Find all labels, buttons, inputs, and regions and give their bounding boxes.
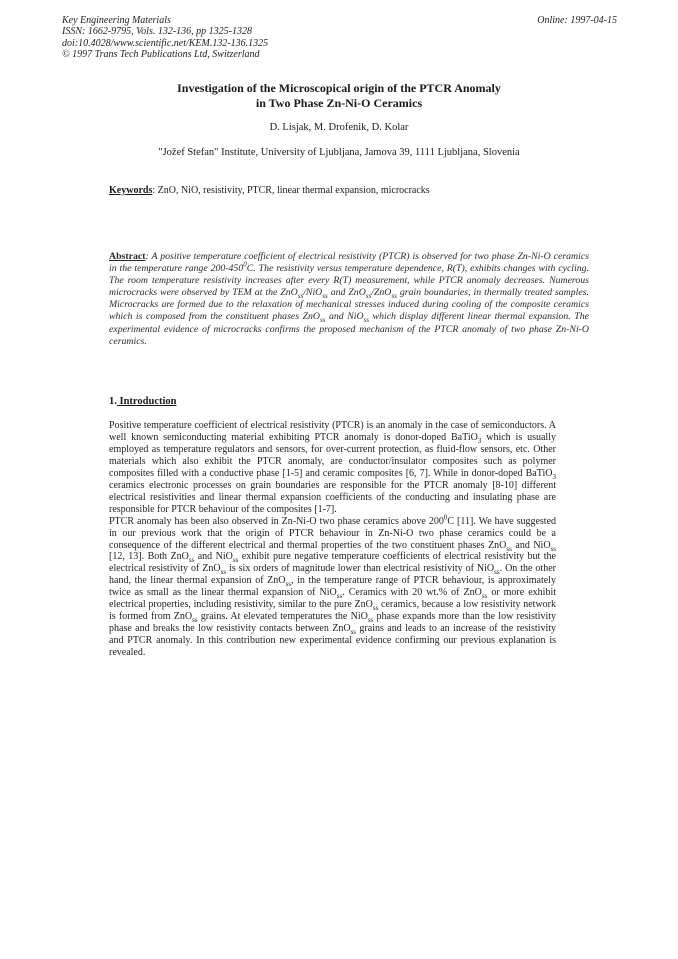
- paragraph-2: PTCR anomaly has been also observed in Zn-Ni-O two phase ceramics above $200^0C$ [11]. We have suggested in our previous work that the origin of PTCR behaviour in Zn-Ni-O two phase ceramics could be a consequence of the different electrical and thermal properties of the two constituent phases ZnO$_{ss}$ and NiO$_{ss}$ [12, 13]. Both ZnO$_{ss}$ and NiO$_{ss}$ exhibit pure negative temperature coefficients of electrical resistivity but the electrical resistivity of ZnO$_{ss}$ is six orders of magnitude lower than electrical resistivity of NiO$_{ss}$. On the other hand, the linear thermal expansion of ZnO$_{ss}$, in the temperature range of PTCR behaviour, is approximately twice as small as the linear thermal expansion of NiO$_{ss}$. Ceramics with 20 wt.% of ZnO$_{ss}$ or more exhibit electrical properties, including resistivity, similar to the pure ZnO$_{ss}$ ceramics, because a low resistivity network is formed from ZnO$_{ss}$ grains. At elevated temperatures the NiO$_{ss}$ phase expands more than the low resistivity phase and breaks the low resistivity contacts between ZnO$_{ss}$ grains and leads to an increase of the resistivity and PTCR anomaly. In this contribution new experimental evidence confirming our previous explanation is revealed.: [109, 513, 557, 659]
- abstract: [109, 251, 589, 348]
- author-list: D. Lisjak, M. Drofenik, D. Kolar: [269, 122, 409, 133]
- affiliation: "Jožef Stefan" Institute, University of Ljubljana, Jamova 39, 1111 Ljubljana, Slovenia: [158, 147, 520, 158]
- abstract-label: Abstract: [109, 251, 146, 262]
- issn-line: ISSN: 1662-9795, Vols. 132-136, pp 1325-1328: [62, 26, 252, 38]
- introduction-body: [109, 420, 556, 659]
- section-heading-introduction: [109, 396, 177, 407]
- section-title: Introduction: [116, 396, 177, 407]
- journal-header: [62, 15, 617, 60]
- title-line-1: Investigation of the Microscopical origin of the PTCR Anomaly: [177, 81, 501, 95]
- title-line-2: in Two Phase Zn-Ni-O Ceramics: [255, 96, 423, 110]
- abstract-body: : A positive temperature coefficient of electrical resistivity (PTCR) is observed for two phase Zn-Ni-O ceramics in the temperature range $200-450^0C$. The resistivity versus temperature dependence, R(T), exhibits changes with cycling. The room temperature resistivity increases after every R(T) measurement, while PTCR anomaly decreases. Numerous microcracks were observed by TEM at the ZnO$_{ss}$/NiO$_{ss}$ and ZnO$_{ss}$/ZnO$_{ss}$ grain boundaries, in thermally treated samples. Microcracks are formed due to the relaxation of mechanical stresses induced during cooling of the composite ceramics which is composed from the constituent phases ZnO$_{ss}$ and NiO$_{ss}$ which display different linear thermal expansion. The experimental evidence of microcracks confirms the proposed mechanism of the PTCR anomaly of two phase Zn-Ni-O ceramics.: [109, 251, 589, 347]
- section-number: 1.: [109, 396, 117, 407]
- keywords-text: : ZnO, NiO, resistivity, PTCR, linear thermal expansion, microcracks: [152, 185, 430, 196]
- doi-line: doi:10.4028/www.scientific.net/KEM.132-136.1325: [62, 37, 269, 49]
- keywords-label: Keywords: [109, 185, 153, 196]
- journal-name: Key Engineering Materials: [62, 15, 171, 26]
- keywords: [109, 185, 589, 196]
- paper-title: [90, 81, 588, 111]
- paragraph-1: Positive temperature coefficient of electrical resistivity (PTCR) is an anomaly in the case of semiconductors. A well known semiconducting material exhibiting PTCR anomaly is donor-doped BaTiO$_3$ which is usually employed as temperature regulators and sensors, for over-current protection, as fluid-flow sensors, etc. Other materials which also exhibit the PTCR anomaly, are conductor/insulator composites such as polymer composites filled with a conductive phase [1-5] and ceramic composites [6, 7]. While in donor-doped BaTiO$_3$ ceramics electronic processes on grain boundaries are responsible for the PTCR anomaly [8-10] different electrical resistivities and linear thermal expansion coefficients of the conducting and insulating phase are responsible for PTCR behaviour of the composites [1-7].: [109, 420, 556, 515]
- copyright-line: © 1997 Trans Tech Publications Ltd, Switzerland: [62, 48, 260, 60]
- online-date: Online: 1997-04-15: [537, 15, 617, 26]
